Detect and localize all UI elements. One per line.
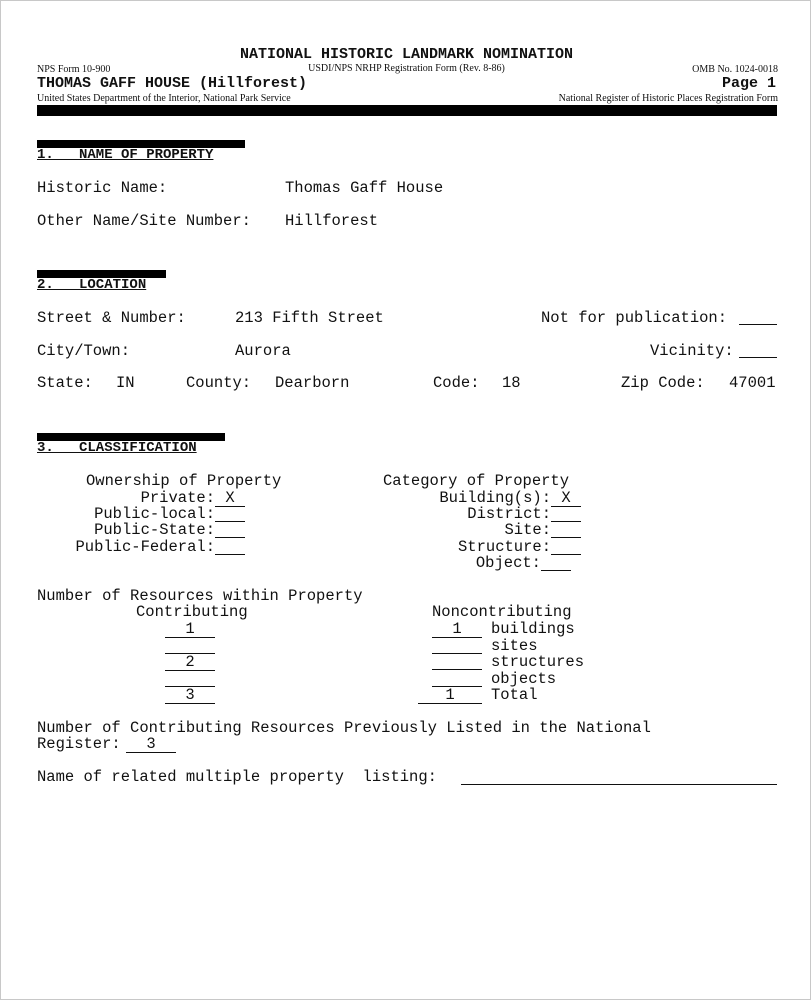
registration-form-rev: USDI/NPS NRHP Registration Form (Rev. 8-86) <box>308 63 505 74</box>
ownership-public-local-field[interactable] <box>215 505 245 522</box>
header-rule <box>37 105 777 116</box>
code-value: 18 <box>502 374 521 392</box>
category-site-field[interactable] <box>551 521 581 538</box>
noncontributing-buildings-field[interactable]: 1 <box>432 621 482 638</box>
resource-type-buildings: buildings <box>491 620 575 638</box>
previously-listed-field[interactable]: 3 <box>126 736 176 753</box>
other-name-value: Hillforest <box>285 212 379 230</box>
street-label: Street & Number: <box>37 309 186 327</box>
noncontributing-objects-field[interactable] <box>432 670 482 687</box>
city-label: City/Town: <box>37 342 131 360</box>
vicinity-label: Vicinity: <box>650 342 734 360</box>
section1-heading: 1. NAME OF PROPERTY <box>37 147 214 163</box>
resource-type-objects: objects <box>491 670 557 688</box>
historic-name-label: Historic Name: <box>37 179 168 197</box>
section3-heading: 3. CLASSIFICATION <box>37 440 197 456</box>
state-value: IN <box>116 374 135 392</box>
county-label: County: <box>186 374 252 392</box>
department-line: United States Department of the Interior, National Park Service <box>37 93 291 104</box>
omb-number: OMB No. 1024-0018 <box>692 64 778 75</box>
zip-label: Zip Code: <box>621 374 705 392</box>
noncontributing-structures-field[interactable] <box>432 653 482 670</box>
category-district-label: District: <box>467 505 551 523</box>
county-value: Dearborn <box>275 374 350 392</box>
register-form-line: National Register of Historic Places Registration Form <box>558 93 778 104</box>
contributing-sites-field[interactable] <box>165 637 215 654</box>
category-object-label: Object: <box>475 554 541 572</box>
ownership-public-federal-field[interactable] <box>215 538 245 555</box>
other-name-label: Other Name/Site Number: <box>37 212 251 230</box>
contributing-objects-field[interactable] <box>165 670 215 687</box>
contributing-heading: Contributing <box>136 603 248 621</box>
ownership-heading: Ownership of Property <box>86 472 282 490</box>
category-structure-field[interactable] <box>551 538 581 555</box>
category-building-field[interactable]: X <box>551 490 581 507</box>
category-district-field[interactable] <box>551 505 581 522</box>
section2-heading: 2. LOCATION <box>37 277 147 293</box>
ownership-public-federal-label: Public-Federal: <box>75 538 215 556</box>
property-heading: THOMAS GAFF HOUSE (Hillforest) <box>37 75 308 92</box>
contributing-total-field[interactable]: 3 <box>165 687 215 704</box>
page-label: Page 1 <box>721 75 776 92</box>
category-heading: Category of Property <box>383 472 570 490</box>
category-site-label: Site: <box>504 521 551 539</box>
noncontributing-sites-field[interactable] <box>432 637 482 654</box>
multiple-listing-label: Name of related multiple property listing: <box>37 768 437 786</box>
ownership-public-local-label: Public-local: <box>94 505 215 523</box>
contributing-structures-field[interactable]: 2 <box>165 654 215 671</box>
not-for-publication-blank[interactable] <box>739 324 777 325</box>
previously-listed-label: Register: <box>37 735 121 753</box>
category-building-label: Building(s): <box>439 489 551 507</box>
ownership-private-label: Private: <box>140 489 215 507</box>
code-label: Code: <box>433 374 480 392</box>
multiple-listing-blank[interactable] <box>461 784 777 785</box>
form-number: NPS Form 10-900 <box>37 64 111 75</box>
historic-name-value: Thomas Gaff House <box>285 179 444 197</box>
street-value: 213 Fifth Street <box>235 309 384 327</box>
vicinity-blank[interactable] <box>739 357 777 358</box>
ownership-private-field[interactable]: X <box>215 490 245 507</box>
noncontributing-total-field[interactable]: 1 <box>418 687 482 704</box>
previously-listed-line1: Number of Contributing Resources Previously Listed in the National <box>37 719 651 737</box>
category-structure-label: Structure: <box>457 538 551 556</box>
state-label: State: <box>37 374 93 392</box>
noncontributing-heading: Noncontributing <box>432 603 572 621</box>
resource-type-total: Total <box>491 686 538 704</box>
form-title: NATIONAL HISTORIC LANDMARK NOMINATION <box>239 46 574 63</box>
city-value: Aurora <box>235 342 291 360</box>
resources-heading: Number of Resources within Property <box>37 587 363 605</box>
ownership-public-state-label: Public-State: <box>94 521 215 539</box>
resource-type-sites: sites <box>491 637 538 655</box>
category-object-field[interactable] <box>541 554 571 571</box>
resource-type-structures: structures <box>491 653 585 671</box>
ownership-public-state-field[interactable] <box>215 521 245 538</box>
zip-value: 47001 <box>729 374 776 392</box>
contributing-buildings-field[interactable]: 1 <box>165 621 215 638</box>
not-for-publication-label: Not for publication: <box>541 309 728 327</box>
